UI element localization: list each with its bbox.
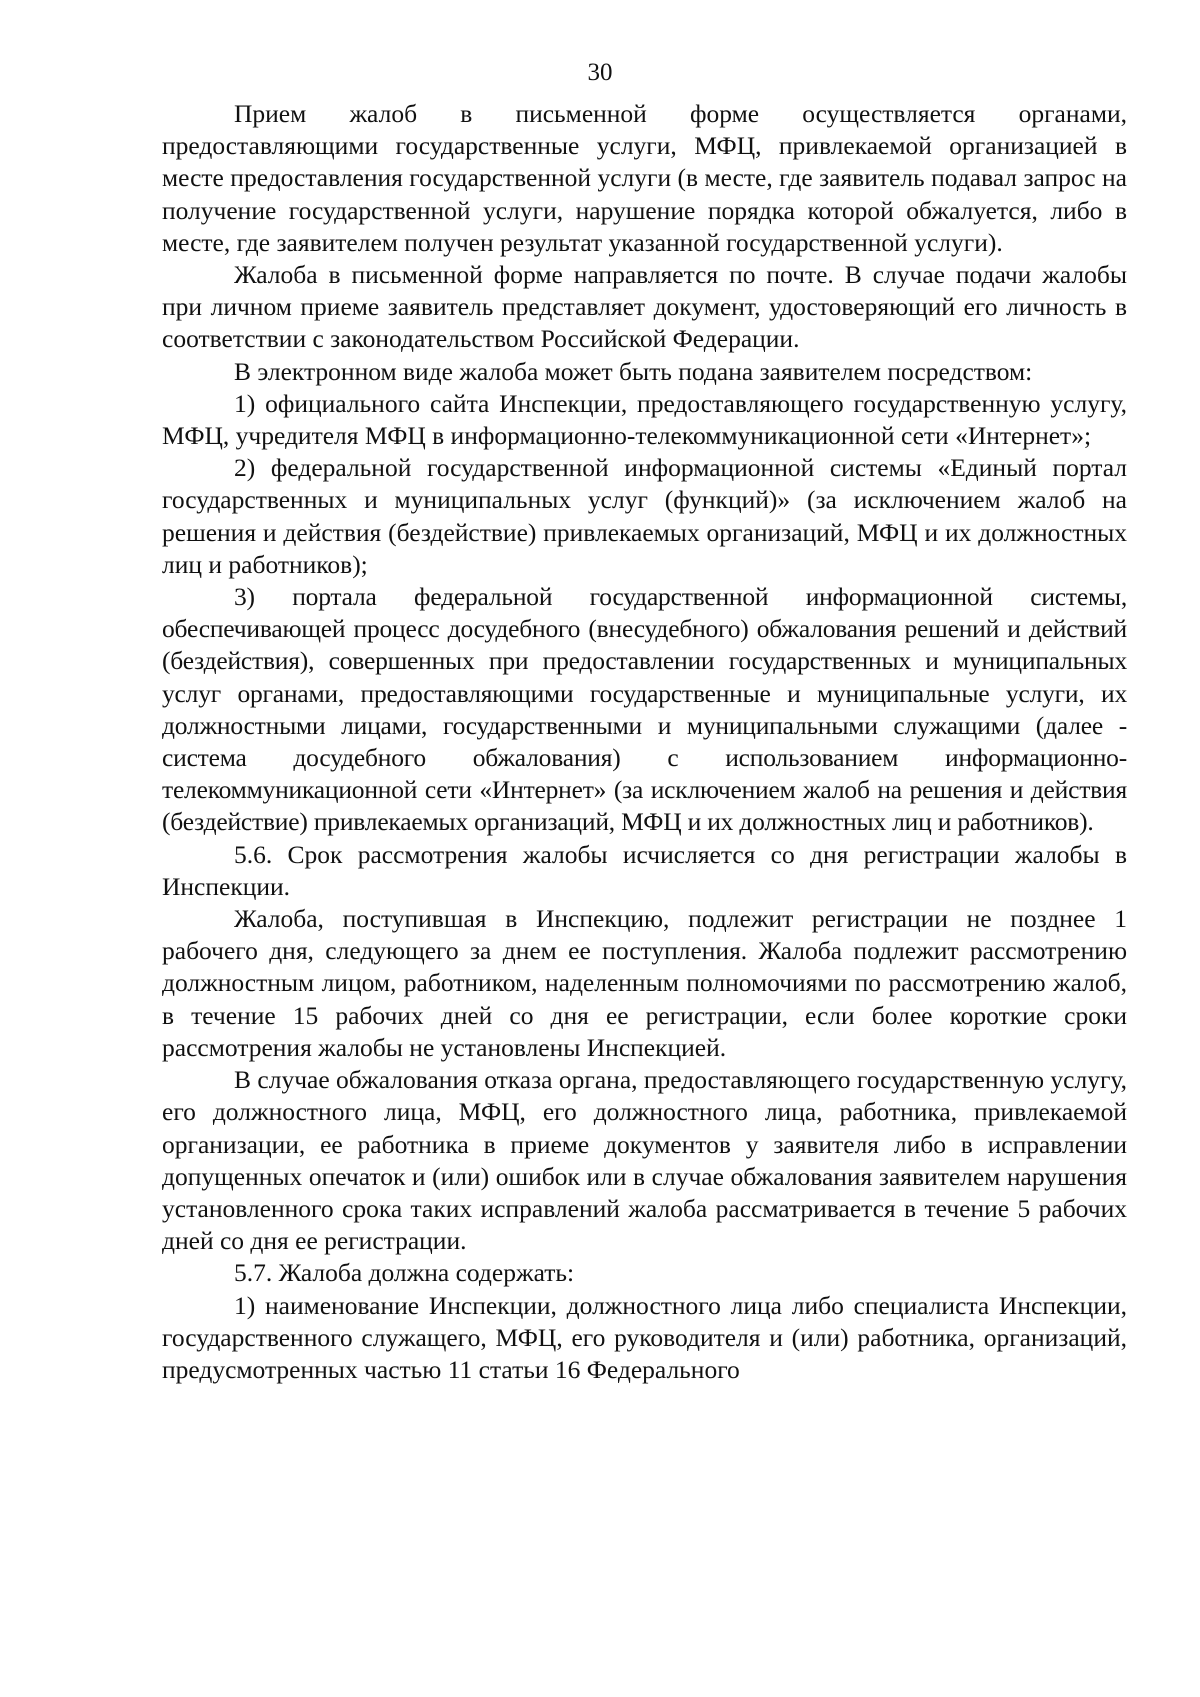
- list-item-unified-portal: 2) федеральной государственной информационной системы «Единый портал государственных и муниципальных услуг (функций)» (за исключением жалоб на решения и действия (бездействие) привлекаемых организаций, МФЦ и их должностных лиц и работников);: [162, 453, 1127, 579]
- paragraph-postal-complaint: Жалоба в письменной форме направляется по почте. В случае подачи жалобы при личном приеме заявитель представляет документ, удостоверяющий его личность в соответствии с законодательством Российской Федерации.: [162, 260, 1127, 354]
- section-5-6: 5.6. Срок рассмотрения жалобы исчисляется со дня регистрации жалобы в Инспекции.: [162, 839, 1127, 901]
- page-number: 30: [587, 59, 613, 86]
- list-item-official-site: 1) официального сайта Инспекции, предоставляющего государственную услугу, МФЦ, учредителя МФЦ в информационно-телекоммуникационной сети «Интернет»;: [162, 388, 1127, 451]
- list-item-inspection-name: 1) наименование Инспекции, должностного лица либо специалиста Инспекции, государственного служащего, МФЦ, его руководителя и (или) работника, организаций, предусмотренных частью 11 статьи 16 Федерального: [162, 1290, 1127, 1384]
- paragraph-appeal-refusal: В случае обжалования отказа органа, предоставляющего государственную услугу, его должностного лица, МФЦ, его должностного лица, работника, привлекаемой организации, ее работника в приеме документов у заявителя либо в исправлении допущенных опечаток и (или) ошибок или в случае обжалования заявителем нарушения установленного срока таких исправлений жалоба рассматривается в течение 5 рабочих дней со дня ее регистрации.: [162, 1065, 1127, 1256]
- section-5-7: 5.7. Жалоба должна содержать:: [234, 1258, 575, 1288]
- paragraph-registration-deadline: Жалоба, поступившая в Инспекцию, подлежит регистрации не позднее 1 рабочего дня, следующего за днем ее поступления. Жалоба подлежит рассмотрению должностным лицом, работником, наделенным полномочиями по рассмотрению жалоб, в течение 15 рабочих дней со дня ее регистрации, если более короткие сроки рассмотрения жалобы не установлены Инспекцией.: [162, 904, 1127, 1062]
- document-body: [162, 98, 1127, 1386]
- paragraph-written-complaints: Прием жалоб в письменной форме осуществляется органами, предоставляющими государственные услуги, МФЦ, привлекаемой организацией в месте предоставления государственной услуги (в месте, где заявитель подавал запрос на получение государственной услуги, нарушение порядка которой обжалуется, либо в месте, где заявителем получен результат указанной государственной услуги).: [162, 99, 1127, 257]
- paragraph-electronic-complaint: В электронном виде жалоба может быть подана заявителем посредством:: [234, 356, 1033, 386]
- list-item-appeal-system: 3) портала федеральной государственной информационной системы, обеспечивающей процесс досудебного (внесудебного) обжалования решений и действий (бездействия), совершенных при предоставлении государственных и муниципальных услуг органами, предоставляющими государственные и муниципальные услуги, их должностными лицами, государственными и муниципальными служащими (далее - система досудебного обжалования) с использованием информационно-телекоммуникационной сети «Интернет» (за исключением жалоб на решения и действия (бездействие) привлекаемых организаций, МФЦ и их должностных лиц и работников).: [162, 582, 1127, 837]
